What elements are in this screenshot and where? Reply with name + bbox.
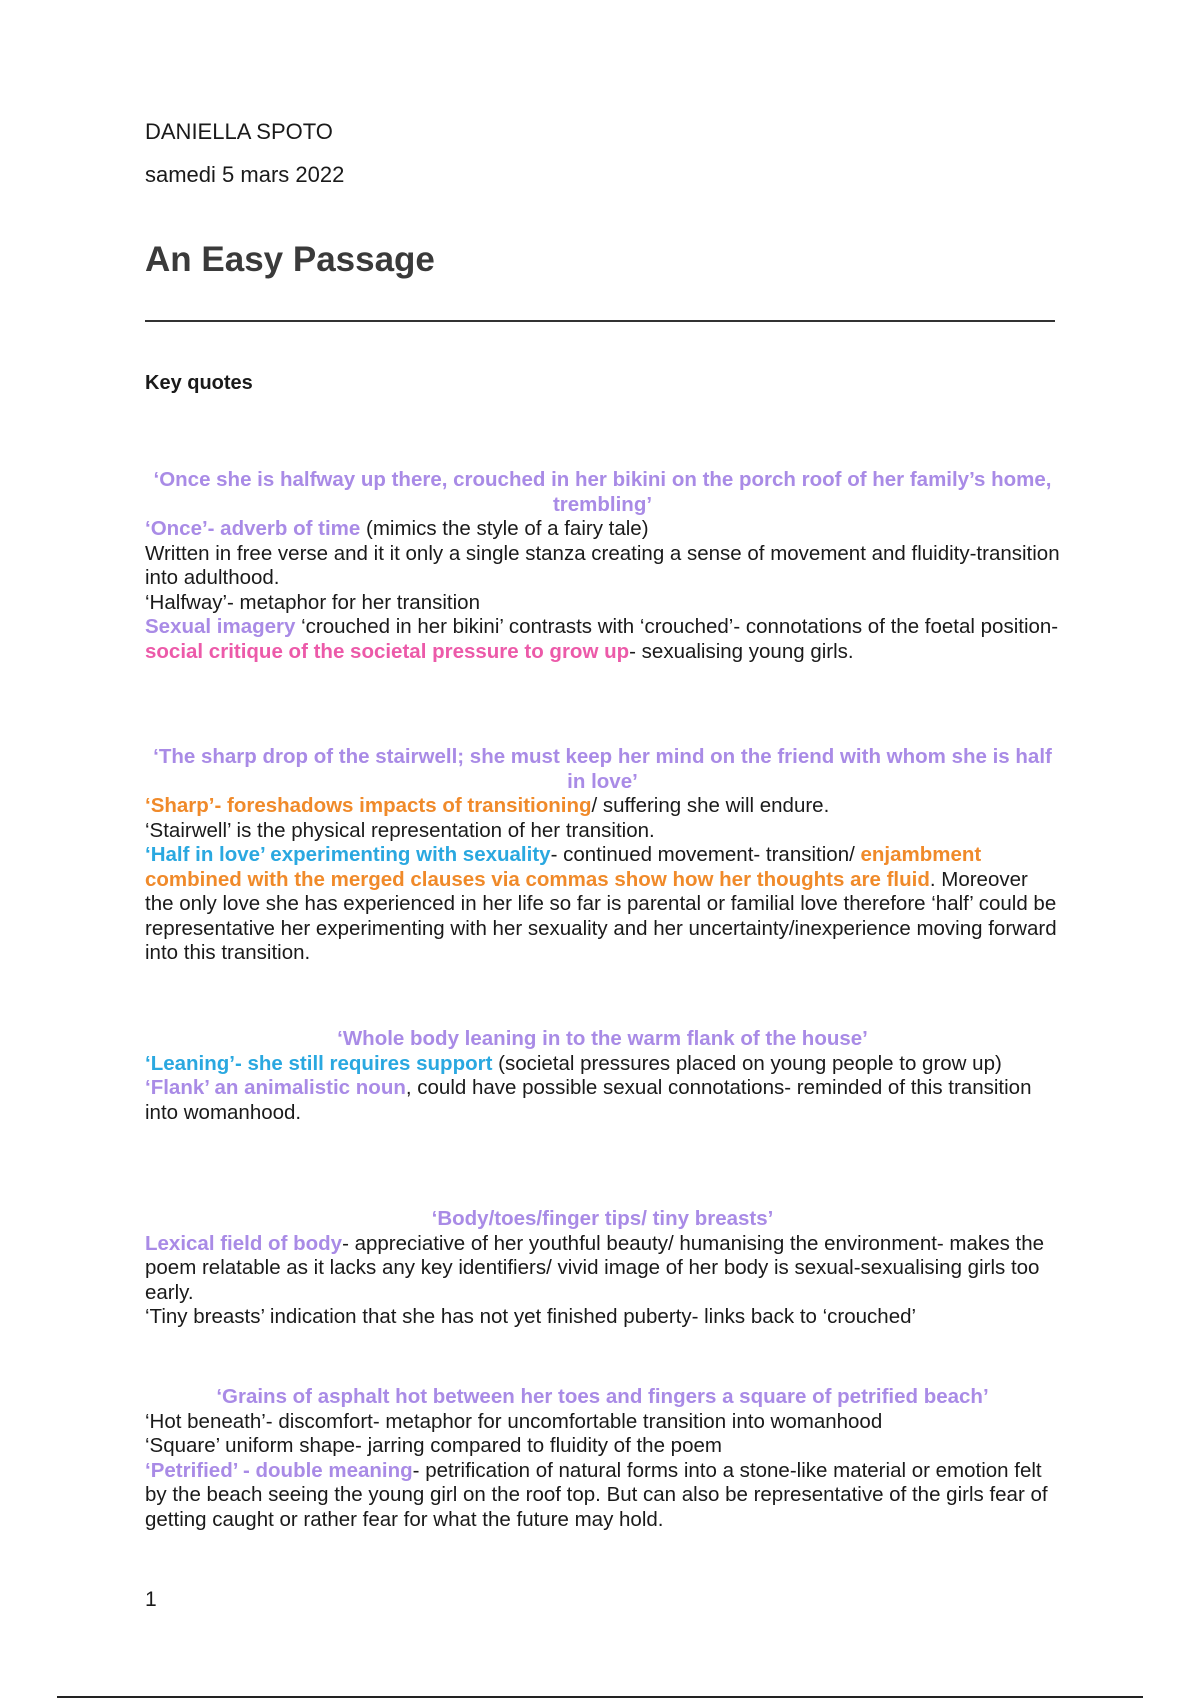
highlight-term: ‘Half in love’ experimenting with sexuality (145, 843, 551, 866)
analysis-line: ‘Once’- adverb of time (mimics the style of a fairy tale) (145, 517, 649, 540)
highlight-term: ‘Flank’ an animalistic noun (145, 1076, 406, 1099)
title-divider (145, 320, 1055, 322)
analysis-line: ‘Leaning’- she still requires support (societal pressures placed on young people to grow up) (145, 1051, 1002, 1075)
highlight-term: Sexual imagery (145, 615, 296, 638)
document-date: samedi 5 mars 2022 (145, 162, 345, 187)
highlight-term: ‘Sharp’- foreshadows impacts of transitioning (145, 794, 592, 817)
page-bottom-divider (57, 1696, 1143, 1698)
quote-text: ‘Body/toes/finger tips/ tiny breasts’ (431, 1207, 774, 1230)
page-number: 1 (145, 1588, 157, 1611)
highlight-term: ‘Petrified’ - double meaning (145, 1458, 413, 1482)
analysis-line: ‘Sharp’- foreshadows impacts of transitioning/ suffering she will endure. (145, 794, 830, 817)
page-title: An Easy Passage (145, 240, 435, 279)
quote-text: ‘Grains of asphalt hot between her toes and fingers a square of petrified beach’ (216, 1385, 989, 1408)
quote-block-4 (145, 1207, 1060, 1330)
analysis-line: ‘Hot beneath’- discomfort- metaphor for uncomfortable transition into womanhood (145, 1409, 883, 1433)
author-name: DANIELLA SPOTO (145, 119, 333, 144)
highlight-term: Lexical field of body (145, 1231, 343, 1255)
analysis-line: Lexical field of body- appreciative of her youthful beauty/ humanising the environment- makes the poem relatable as it lacks any key identifiers/ vivid image of her body is sexual-sexualising girls too early. (145, 1231, 1045, 1304)
analysis-line: Written in free verse and it it only a single stanza creating a sense of movement and fluidity-transition into adulthood. (145, 541, 1060, 589)
highlight-term: ‘Leaning’- she still requires support (145, 1051, 493, 1075)
quote-block-1 (145, 468, 1060, 664)
analysis-line: ‘Halfway’- metaphor for her transition (145, 590, 480, 614)
section-heading: Key quotes (145, 372, 253, 394)
highlight-term: enjambment combined with the merged clauses via commas show how her thoughts are fluid (145, 843, 982, 891)
analysis-line: ‘Petrified’ - double meaning- petrification of natural forms into a stone-like material or emotion felt by the beach seeing the young girl on the roof top. But can also be representative of the girls fear of getting caught or rather fear for what the future may hold. (145, 1458, 1048, 1531)
quote-text: ‘The sharp drop of the stairwell; she must keep her mind on the friend with whom she is half in love’ (153, 745, 1052, 793)
analysis-line: Sexual imagery ‘crouched in her bikini’ contrasts with ‘crouched’- connotations of the foetal position- social critique of the societal pressure to grow up- sexualising young girls. (145, 615, 1059, 663)
quote-block-5 (145, 1385, 1060, 1532)
analysis-line: ‘Half in love’ experimenting with sexuality- continued movement- transition/ enjambment combined with the merged clauses via commas show how her thoughts are fluid. Moreover the only love she has experienced in her life so far is parental or familial love therefore ‘half’ could be representative her experimenting with her sexuality and her uncertainty/inexperience moving forward into this transition. (145, 843, 1057, 964)
highlight-term: social critique of the societal pressure to grow up (145, 639, 630, 663)
quote-block-3 (145, 1027, 1060, 1125)
highlight-term: ‘Once’- adverb of time (145, 517, 361, 540)
analysis-line: ‘Stairwell’ is the physical representation of her transition. (145, 818, 655, 842)
quote-text: ‘Once she is halfway up there, crouched in her bikini on the porch roof of her family’s home, trembling’ (153, 468, 1052, 516)
analysis-line: ‘Flank’ an animalistic noun, could have possible sexual connotations- reminded of this transition into womanhood. (145, 1076, 1032, 1124)
quote-text: ‘Whole body leaning in to the warm flank of the house’ (337, 1027, 868, 1050)
analysis-line: ‘Tiny breasts’ indication that she has not yet finished puberty- links back to ‘crouched’ (145, 1305, 917, 1328)
analysis-line: ‘Square’ uniform shape- jarring compared to fluidity of the poem (145, 1434, 722, 1457)
quote-block-2 (145, 745, 1060, 966)
